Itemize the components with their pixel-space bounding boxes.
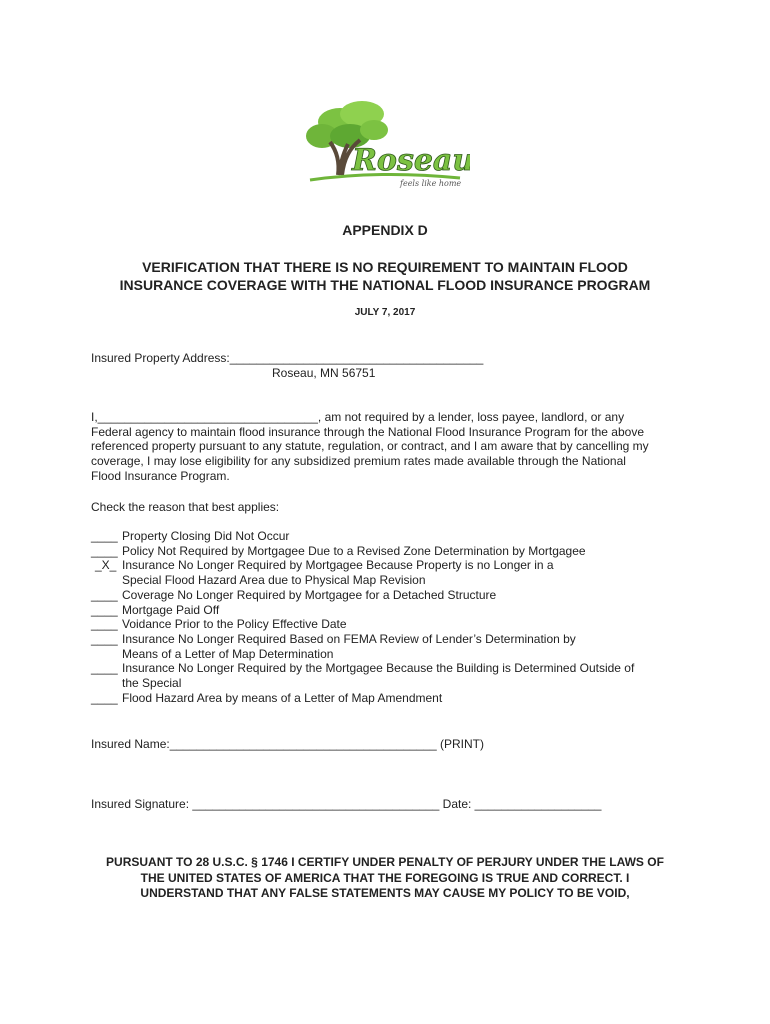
reason-text: Mortgage Paid Off (122, 602, 220, 617)
reason-checkbox-blank: ____ (91, 543, 118, 558)
reason-text: Insurance No Longer Required Based on FEMA Review of Lender’s Determination by (122, 631, 576, 646)
document-title (0, 258, 770, 294)
reason-checkbox-blank: ____ (91, 631, 118, 646)
title-line-2: INSURANCE COVERAGE WITH THE NATIONAL FLOOD INSURANCE PROGRAM (119, 277, 651, 293)
perjury-certification (0, 855, 770, 902)
reason-text-continued: the Special (122, 676, 182, 691)
title-line-1: VERIFICATION THAT THERE IS NO REQUIREMENT TO MAINTAIN FLOOD (142, 259, 628, 275)
address-city: Roseau, MN 56751 (272, 365, 376, 380)
statement-line: referenced property pursuant to any statute, regulation, or contract, and I am aware that by cancelling my (91, 439, 649, 454)
reason-item (91, 544, 691, 559)
statement-paragraph (91, 410, 681, 484)
appendix-heading: APPENDIX D (342, 222, 428, 238)
reason-checkbox-blank: ____ (91, 661, 118, 676)
statement-line: Flood Insurance Program. (91, 468, 230, 483)
statement-line: coverage, I may lose eligibility for any subsidized premium rates made available through the National (91, 454, 626, 469)
reason-checkbox-blank: ____ (91, 587, 118, 602)
reason-text: Coverage No Longer Required by Mortgagee for a Detached Structure (122, 587, 497, 602)
reason-text: Flood Hazard Area by means of a Letter of Map Amendment (122, 690, 443, 705)
reason-checkbox-marked: _X_ (95, 558, 117, 573)
document-date: JULY 7, 2017 (354, 307, 416, 318)
check-instructions: Check the reason that best applies: (91, 500, 280, 514)
reason-item (91, 588, 691, 603)
reason-item (91, 617, 691, 632)
reason-item-selected (91, 558, 691, 573)
logo-tagline: feels like home (400, 179, 462, 188)
logo-brand-text: Roseau (352, 143, 470, 178)
certification-line: THE UNITED STATES OF AMERICA THAT THE FOREGOING IS TRUE AND CORRECT. I (140, 870, 630, 885)
tree-logo-icon (300, 100, 470, 190)
reason-checkbox-blank: ____ (91, 690, 118, 705)
statement-line: I,_________________________________, am not required by a lender, loss payee, landlord, or any (91, 410, 625, 424)
reason-text-continued: Means of a Letter of Map Determination (122, 646, 334, 661)
roseau-logo (300, 100, 470, 190)
reason-text: Insurance No Longer Required by Mortgagee Because Property is no Longer in a (122, 558, 554, 573)
reason-item (91, 691, 691, 706)
reason-checkbox-blank: ____ (91, 617, 118, 632)
reason-list (91, 529, 691, 705)
statement-line: Federal agency to maintain flood insurance through the National Flood Insurance Program for the above (91, 424, 644, 439)
insured-name-line: Insured Name:________________________________________ (PRINT) (91, 737, 484, 751)
reason-checkbox-blank: ____ (91, 602, 118, 617)
reason-checkbox-blank: ____ (91, 529, 118, 543)
reason-item (91, 529, 691, 544)
reason-text: Insurance No Longer Required by the Mortgagee Because the Building is Determined Outside of (122, 661, 635, 676)
certification-line: UNDERSTAND THAT ANY FALSE STATEMENTS MAY CAUSE MY POLICY TO BE VOID, (140, 886, 630, 900)
reason-text: Property Closing Did Not Occur (122, 529, 290, 543)
reason-text: Policy Not Required by Mortgagee Due to a Revised Zone Determination by Mortgagee (122, 543, 586, 558)
address-label: Insured Property Address:______________________________________ (91, 351, 484, 365)
property-address (91, 351, 691, 380)
certification-line: PURSUANT TO 28 U.S.C. § 1746 I CERTIFY UNDER PENALTY OF PERJURY UNDER THE LAWS OF (106, 855, 664, 869)
insured-signature-line: Insured Signature: _____________________________________ Date: ___________________ (91, 797, 602, 811)
reason-item (91, 661, 691, 676)
reason-text: Voidance Prior to the Policy Effective Date (122, 617, 347, 632)
reason-item (91, 632, 691, 647)
reason-item (91, 603, 691, 618)
reason-text-continued: Special Flood Hazard Area due to Physical Map Revision (122, 573, 426, 588)
